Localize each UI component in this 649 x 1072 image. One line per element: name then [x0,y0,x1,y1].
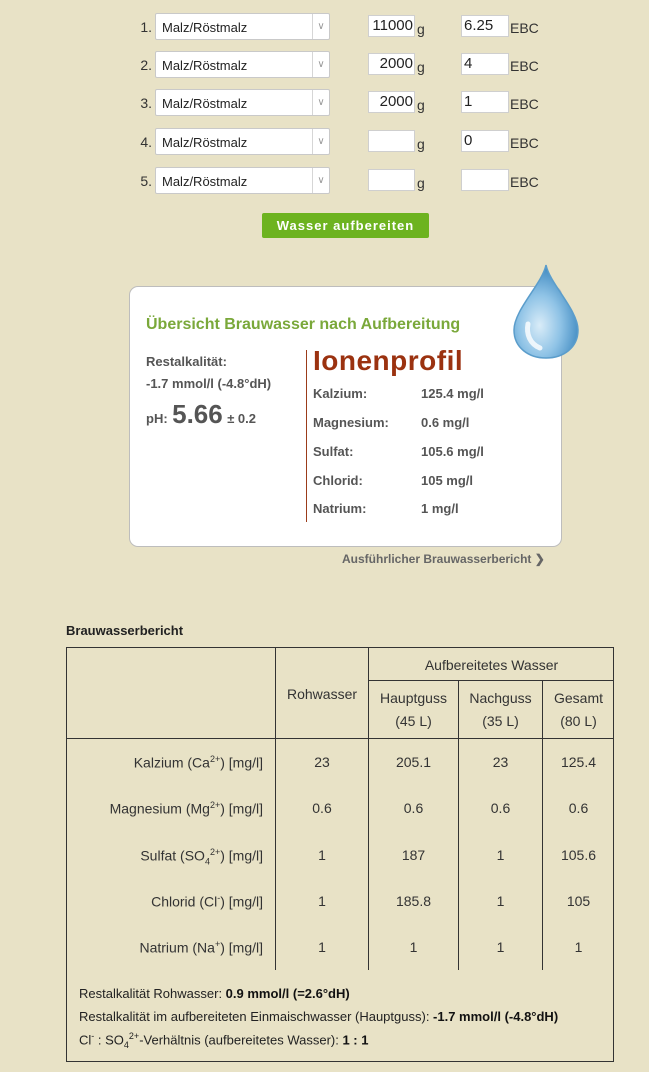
ratio-label-so: : SO [94,1032,124,1048]
chevron-down-icon[interactable]: ∨ [312,168,329,193]
table-cell: 0.6 [403,800,424,816]
malt-type-select[interactable] [155,13,330,40]
table-cell: 1 [496,847,505,863]
malt-amount-input[interactable]: 2000 [368,91,415,113]
label-post: ) [mg/l] [220,800,263,817]
label-sub: 4 [204,856,210,867]
grid-line [67,738,614,739]
malt-type-select[interactable] [155,51,330,78]
amount-unit: g [417,136,425,152]
malt-amount-input[interactable] [368,169,415,191]
label-post: ) [mg/l] [220,754,263,771]
ph-label: pH: [146,411,168,426]
raw-alkalinity-label: Restalkalität Rohwasser: [79,986,226,1001]
subcol-name: Gesamt [553,690,603,706]
chevron-down-icon[interactable]: ∨ [312,90,329,115]
malt-row [0,128,649,158]
ion-row-label [67,939,263,956]
raw-alkalinity-value: 0.9 mmol/l (=2.6°dH) [225,986,350,1001]
table-cell: 187 [401,847,426,863]
table-cell: 1 [409,939,418,955]
divider [306,350,307,522]
ion-name: Sulfat: [313,444,354,459]
chevron-down-icon[interactable]: ∨ [312,14,329,39]
malt-type-select[interactable] [155,167,330,194]
subcol-name: Nachguss [469,690,532,706]
malt-type-select[interactable] [155,128,330,155]
subcol-volume: (45 L) [395,713,432,729]
chevron-down-icon[interactable]: ∨ [312,52,329,77]
subcol-volume: (35 L) [482,713,519,729]
ion-name: Natrium: [313,501,367,516]
col-treated-water: Aufbereitetes Wasser [424,657,559,673]
grid-line [368,680,614,681]
malt-amount-input[interactable]: 11000 [368,15,415,37]
malt-row-index: 4. [140,134,152,150]
ion-row-label [67,847,263,866]
ion-row-label [67,893,263,910]
table-cell: 23 [492,754,509,770]
residual-alkalinity-label: Restalkalität: [146,354,227,369]
ebc-unit: EBC [510,58,539,74]
table-cell: 205.1 [395,754,432,770]
mash-alkalinity-line [79,1009,558,1024]
ion-name: Chlorid: [313,473,363,488]
amount-unit: g [417,59,425,75]
malt-row [0,51,649,81]
ebc-unit: EBC [510,96,539,112]
malt-row-index: 2. [140,57,152,73]
label-sup: 2+ [209,847,221,857]
residual-alkalinity-value: -1.7 mmol/l (-4.8°dH) [146,376,272,391]
ion-name: Magnesium: [313,415,389,430]
table-cell: 23 [314,754,330,770]
malt-type-value: Malz/Röstmalz [162,174,248,189]
malt-amount-input[interactable] [368,130,415,152]
malt-type-value: Malz/Röstmalz [162,20,248,35]
malt-ebc-input[interactable]: 6.25 [461,15,509,37]
ebc-unit: EBC [510,135,539,151]
malt-row [0,167,649,197]
ph-tolerance: ± 0.2 [227,411,257,426]
table-cell: 105 [566,893,591,909]
ion-value: 0.6 mg/l [421,415,470,430]
malt-ebc-input[interactable] [461,169,509,191]
malt-row [0,89,649,119]
malt-amount-input[interactable]: 2000 [368,53,415,75]
label-sup: - [217,893,221,903]
ratio-label-rest: -Verhältnis (aufbereitetes Wasser): [139,1032,343,1048]
ebc-unit: EBC [510,20,539,36]
table-cell: 125.4 [560,754,597,770]
ratio-line: Cl- : $SO_4^{2+}$-Verhältnis (aufbereitetes Wasser): 1 : 1 [79,1031,369,1050]
ratio-value: 1 : 1 [342,1032,369,1048]
table-cell: 1 [574,939,583,955]
water-report-table [66,647,614,1062]
ion-profile-title: Ionenprofil [313,345,464,376]
label-pre: Kalzium (Ca [133,754,210,771]
malt-type-value: Malz/Röstmalz [162,96,248,111]
ion-value: 105 mg/l [421,473,474,488]
overview-title: Übersicht Brauwasser nach Aufbereitung [146,316,461,333]
malt-row-index: 1. [140,19,152,35]
amount-unit: g [417,97,425,113]
label-post: ) [mg/l] [220,939,263,956]
table-cell: 1 [496,939,505,955]
table-cell: 0.6 [312,800,332,816]
ion-row-label [67,754,263,771]
subcol-name: Hauptguss [380,690,447,706]
malt-row-index: 5. [140,173,152,189]
malt-type-value: Malz/Röstmalz [162,135,248,150]
subcol-volume: (80 L) [560,713,597,729]
col-raw-water: Rohwasser [286,686,358,702]
raw-alkalinity-line [79,986,350,1001]
label-pre: Chlorid (Cl [151,893,218,910]
label-pre: Magnesium (Mg [109,800,210,817]
ion-row-label [67,800,263,817]
malt-ebc-input[interactable]: 0 [461,130,509,152]
table-cell: 0.6 [490,800,511,816]
report-heading: Brauwasserbericht [66,623,184,638]
mash-alkalinity-label: Restalkalität im aufbereiteten Einmaischwasser (Hauptguss): [79,1009,434,1024]
ion-value: 105.6 mg/l [421,444,484,459]
malt-row [0,13,649,43]
ebc-unit: EBC [510,174,539,190]
malt-ebc-input[interactable]: 4 [461,53,509,75]
label-sup: 2+ [209,754,221,764]
table-cell: 1 [318,893,326,909]
ph-readout [146,399,256,430]
label-sup: + [214,939,221,949]
malt-row-index: 3. [140,95,152,111]
table-cell: 1 [318,847,326,863]
malt-ebc-input[interactable]: 1 [461,91,509,113]
amount-unit: g [417,175,425,191]
malt-type-select[interactable] [155,89,330,116]
label-post: ) [mg/l] [220,847,263,864]
ph-value: 5.66 [172,399,223,429]
table-cell: 1 [496,893,505,909]
water-overview-card [129,286,562,547]
label-post: ) [mg/l] [220,893,263,910]
ion-name: Kalzium: [313,386,368,401]
chevron-down-icon[interactable]: ∨ [312,129,329,154]
mash-alkalinity-value: -1.7 mmol/l (-4.8°dH) [433,1009,559,1024]
amount-unit: g [417,21,425,37]
detailed-report-link[interactable]: Ausführlicher Brauwasserbericht ❯ [342,552,545,566]
ion-value: 1 mg/l [421,501,459,516]
ratio-label-cl: Cl [79,1032,92,1048]
table-cell: 1 [318,939,326,955]
water-drop-icon [510,262,582,362]
water-treatment-button[interactable]: Wasser aufbereiten [262,213,429,238]
ion-value: 125.4 mg/l [421,386,484,401]
malt-type-value: Malz/Röstmalz [162,58,248,73]
label-sup: 2+ [209,800,221,810]
label-pre: Sulfat (SO [140,847,205,864]
table-cell: 105.6 [560,847,597,863]
label-pre: Natrium (Na [139,939,215,956]
table-cell: 0.6 [568,800,589,816]
table-cell: 185.8 [395,893,432,909]
